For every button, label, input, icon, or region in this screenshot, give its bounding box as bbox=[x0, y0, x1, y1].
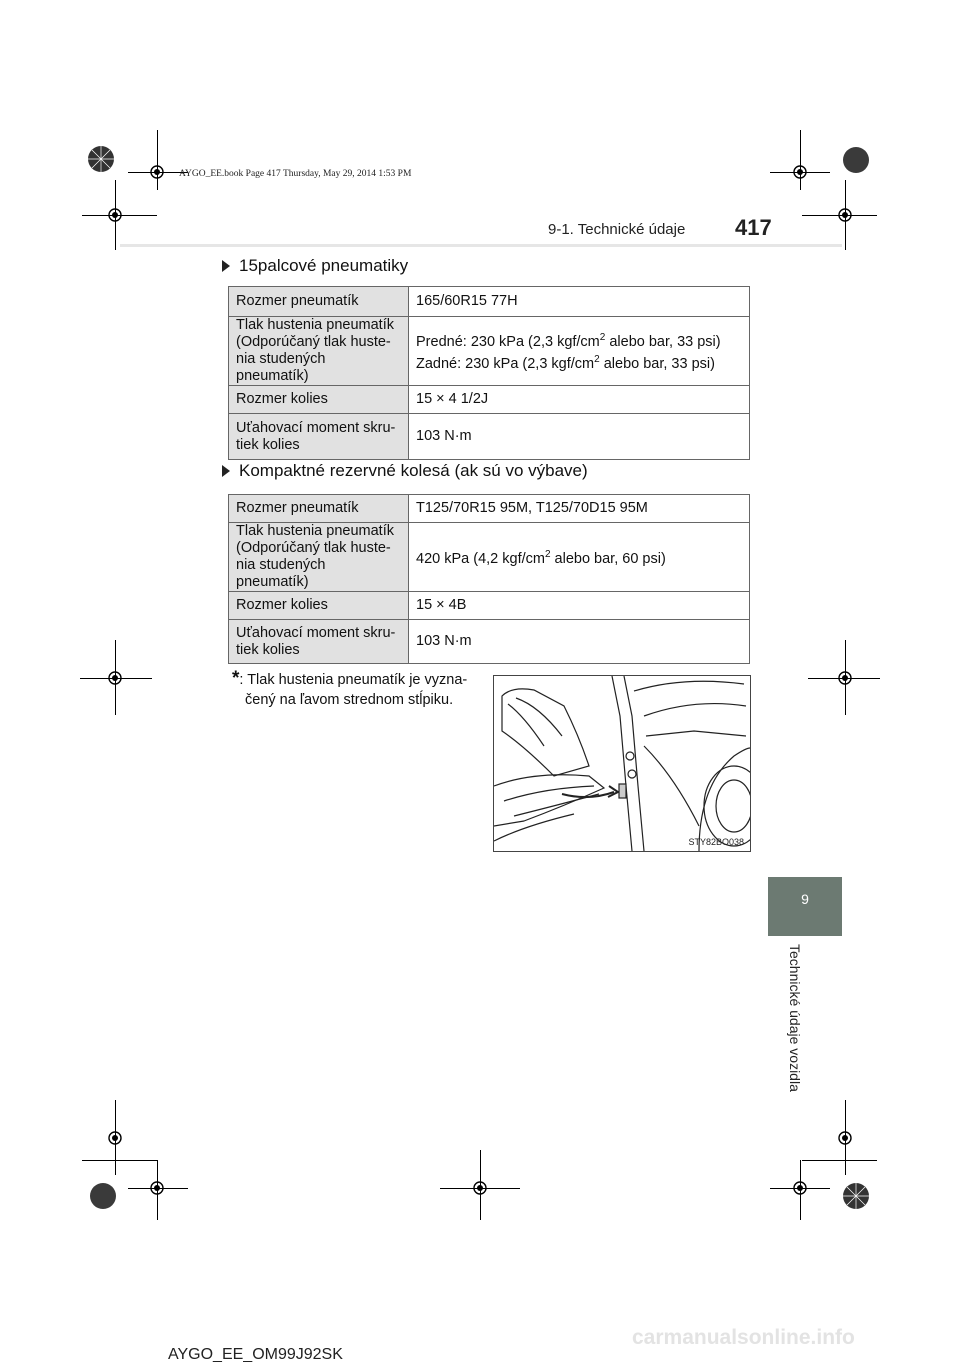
row-value: 15 × 4 1/2J bbox=[409, 386, 750, 414]
book-file-note: AYGO_EE.book Page 417 Thursday, May 29, 2014 1:53 PM bbox=[179, 169, 412, 179]
table-row bbox=[229, 620, 750, 664]
footnote-line: : Tlak hustenia pneumatík je vyzna- bbox=[239, 672, 468, 688]
row-label bbox=[229, 523, 409, 592]
star-target-icon bbox=[87, 145, 115, 173]
label-line: tiek kolies bbox=[236, 436, 300, 453]
registration-mark-icon bbox=[468, 1176, 492, 1200]
row-value: 103 N·m bbox=[409, 620, 750, 664]
row-value bbox=[409, 523, 750, 592]
registration-mark-icon bbox=[833, 203, 857, 227]
chapter-tab bbox=[768, 877, 842, 936]
crop-line bbox=[802, 1160, 877, 1161]
row-label bbox=[229, 414, 409, 460]
label-line: Uťahovací moment skru- bbox=[236, 624, 396, 641]
table-row bbox=[229, 592, 750, 620]
row-value: T125/70R15 95M, T125/70D15 95M bbox=[409, 495, 750, 523]
label-line: Uťahovací moment skru- bbox=[236, 419, 396, 436]
row-value: 15 × 4B bbox=[409, 592, 750, 620]
registration-mark-icon bbox=[103, 1126, 127, 1150]
gray-disc-icon bbox=[89, 1182, 117, 1210]
row-label: Rozmer kolies bbox=[229, 386, 409, 414]
heading-text: 15palcové pneumatiky bbox=[239, 256, 409, 275]
label-line: Tlak hustenia pneumatík bbox=[236, 523, 394, 539]
spec-table-15inch bbox=[228, 286, 750, 460]
registration-mark-icon bbox=[833, 1126, 857, 1150]
triangle-bullet-icon bbox=[222, 465, 230, 477]
label-line: (Odporúčaný tlak huste- bbox=[236, 334, 391, 350]
registration-mark-icon bbox=[788, 160, 812, 184]
table-row bbox=[229, 523, 750, 592]
star-target-icon bbox=[842, 1182, 870, 1210]
label-line: nia studených pneumatík) bbox=[236, 557, 326, 590]
watermark: carmanualsonline.info bbox=[632, 1326, 855, 1349]
table-row bbox=[229, 386, 750, 414]
section-heading-15inch bbox=[222, 256, 408, 276]
registration-mark-icon bbox=[103, 203, 127, 227]
car-door-pillar-icon bbox=[494, 676, 750, 851]
table-row bbox=[229, 317, 750, 386]
pressure-front-text: Predné: 230 kPa (2,3 kgf/cm bbox=[416, 334, 600, 350]
registration-mark-icon bbox=[145, 1176, 169, 1200]
registration-mark-icon bbox=[103, 666, 127, 690]
row-label: Rozmer kolies bbox=[229, 592, 409, 620]
section-heading-compact bbox=[222, 461, 588, 481]
crop-line bbox=[82, 1160, 157, 1161]
pressure-text: 420 kPa (4,2 kgf/cm bbox=[416, 550, 545, 567]
page-number: 417 bbox=[735, 215, 772, 240]
document-code: AYGO_EE_OM99J92SK bbox=[168, 1346, 343, 1363]
triangle-bullet-icon bbox=[222, 260, 230, 272]
registration-mark-icon bbox=[788, 1176, 812, 1200]
row-label bbox=[229, 620, 409, 664]
row-value bbox=[409, 317, 750, 386]
registration-mark-icon bbox=[833, 666, 857, 690]
pressure-front-unit: alebo bar, 33 psi) bbox=[605, 334, 721, 350]
table-row bbox=[229, 495, 750, 523]
row-label: Rozmer pneumatík bbox=[229, 495, 409, 523]
label-line: (Odporúčaný tlak huste- bbox=[236, 540, 391, 556]
pressure-rear-unit: alebo bar, 33 psi) bbox=[599, 355, 715, 372]
table-row bbox=[229, 287, 750, 317]
row-label: Rozmer pneumatík bbox=[229, 287, 409, 317]
pressure-unit: alebo bar, 60 psi) bbox=[550, 550, 666, 567]
superscript: 2 bbox=[599, 332, 606, 344]
header-rule bbox=[120, 244, 842, 247]
row-label bbox=[229, 317, 409, 386]
heading-text: Kompaktné rezervné kolesá (ak sú vo výbave) bbox=[239, 461, 588, 480]
footnote-line: čený na ľavom strednom stĺpiku. bbox=[245, 692, 454, 708]
superscript: 2 bbox=[544, 549, 551, 561]
superscript: 2 bbox=[594, 354, 600, 365]
pillar-label-illustration bbox=[493, 675, 751, 852]
label-line: tiek kolies bbox=[236, 641, 300, 658]
table-row bbox=[229, 414, 750, 460]
registration-mark-icon bbox=[145, 160, 169, 184]
spec-table-compact bbox=[228, 494, 750, 664]
row-value: 103 N·m bbox=[409, 414, 750, 460]
chapter-number: 9 bbox=[801, 891, 809, 907]
section-title: 9-1. Technické údaje bbox=[548, 221, 686, 238]
pressure-rear-text: Zadné: 230 kPa (2,3 kgf/cm bbox=[416, 355, 595, 372]
gray-disc-icon bbox=[842, 146, 870, 174]
label-line: Tlak hustenia pneumatík bbox=[236, 317, 394, 333]
illustration-code: STY82BO038 bbox=[688, 837, 744, 847]
footnote bbox=[232, 669, 488, 710]
footnote-marker: * bbox=[232, 668, 240, 689]
row-value: 165/60R15 77H bbox=[409, 287, 750, 317]
label-line: nia studených pneumatík) bbox=[236, 351, 326, 384]
chapter-label: Technické údaje vozidla bbox=[787, 944, 803, 1092]
